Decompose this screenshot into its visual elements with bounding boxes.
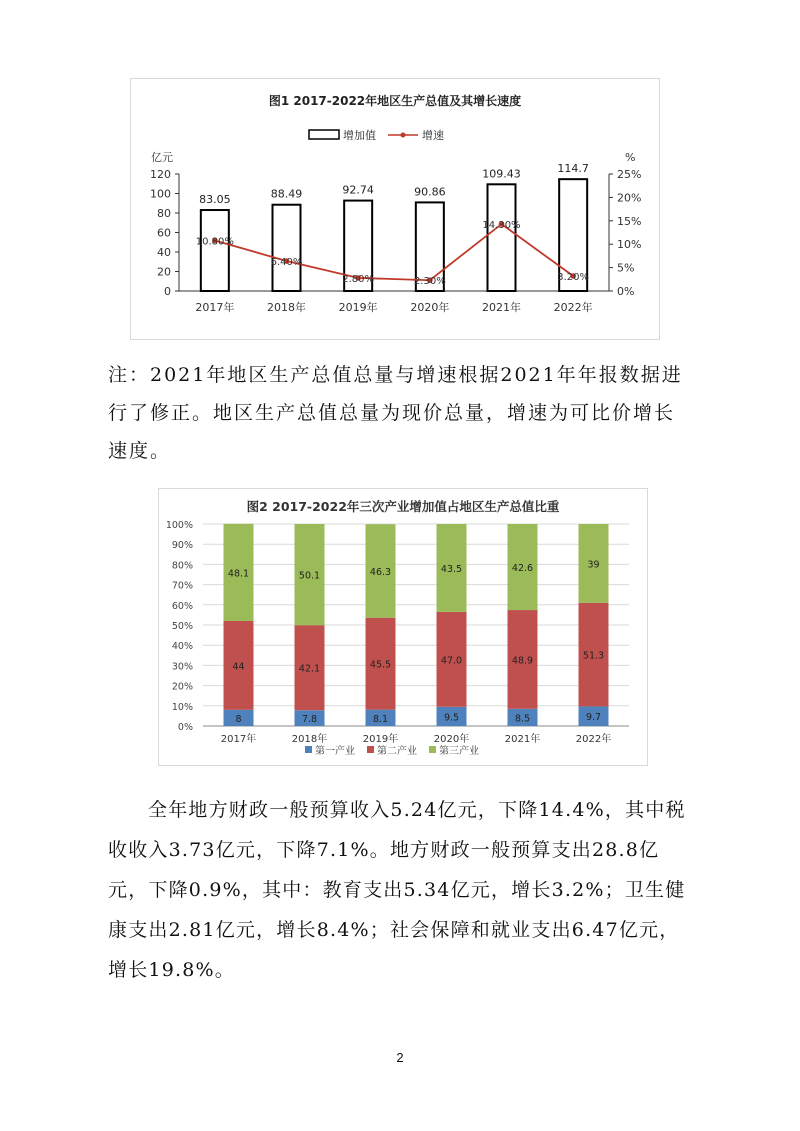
fiscal-paragraph: 全年地方财政一般预算收入5.24亿元，下降14.4%，其中税收收入3.73亿元，下降7.1%。地方财政一般预算支出28.8亿元，下降0.9%，其中：教育支出5.34亿元，增长3.2%；卫生健康支出2.81亿元，增长8.4%；社会保障和就业支出6.47亿元，增长19.8%。 — [108, 799, 686, 981]
y2-tick-label: 25% — [617, 168, 642, 181]
industry-share-chart-svg — [159, 489, 647, 765]
x-tick-label: 2017年 — [195, 301, 235, 314]
x-tick-label: 2017年 — [220, 734, 257, 745]
legend-label: 增加值 — [343, 129, 376, 142]
chart-title: 图2 2017-2022年三次产业增加值占地区生产总值比重 — [246, 499, 560, 514]
segment-value-label: 43.5 — [440, 563, 463, 575]
segment-value-label: 42.6 — [511, 563, 534, 575]
bar — [201, 210, 229, 291]
legend-bar-swatch — [309, 130, 339, 139]
x-tick-label: 2022年 — [575, 734, 612, 745]
y-tick-label: 80 — [157, 207, 171, 220]
x-tick-label: 2020年 — [433, 734, 470, 745]
y-tick-label: 40% — [171, 641, 193, 653]
y-tick-label: 0 — [164, 285, 171, 298]
x-tick-label: 2019年 — [338, 301, 378, 314]
y-tick-label: 50% — [171, 621, 193, 632]
growth-value-label: 3.20% — [557, 272, 590, 284]
x-tick-label: 2021年 — [504, 734, 541, 745]
segment-value-label: 48.9 — [511, 655, 534, 667]
x-tick-label: 2022年 — [553, 301, 593, 314]
legend-swatch — [367, 746, 374, 753]
segment-value-label: 7.8 — [301, 714, 318, 726]
bar-value-label: 109.43 — [482, 167, 521, 181]
y2-tick-label: 10% — [617, 238, 642, 252]
segment-value-label: 9.5 — [443, 712, 460, 724]
segment-value-label: 44 — [232, 661, 245, 673]
page-number: 2 — [396, 1050, 404, 1065]
growth-value-label: 6.40% — [270, 257, 303, 269]
y-tick-label: 10% — [171, 701, 193, 713]
chart-note: 注：2021年地区生产总值总量与增速根据2021年年报数据进行了修正。地区生产总值总量为现价总量，增速为可比价增长速度。 — [108, 364, 683, 462]
segment-value-label: 45.5 — [369, 659, 392, 671]
bar-value-label: 114.7 — [557, 162, 589, 176]
bar-value-label: 88.49 — [270, 187, 303, 201]
growth-line — [215, 224, 573, 280]
y-tick-label: 0% — [177, 722, 193, 733]
y2-axis-unit: % — [625, 151, 636, 164]
bar-value-label: 90.86 — [414, 185, 446, 199]
y-tick-label: 80% — [171, 560, 193, 572]
growth-value-label: 2.30% — [413, 276, 446, 288]
y-tick-label: 100 — [150, 187, 171, 201]
legend-line-marker — [401, 133, 406, 138]
segment-value-label: 50.1 — [298, 570, 321, 582]
segment-value-label: 51.3 — [582, 650, 605, 662]
y-tick-label: 90% — [171, 540, 193, 552]
y-tick-label: 100% — [165, 520, 193, 531]
chart-title: 图1 2017-2022年地区生产总值及其增长速度 — [268, 94, 522, 108]
segment-value-label: 39 — [587, 559, 600, 571]
bar-value-label: 83.05 — [199, 193, 231, 207]
y-tick-label: 30% — [171, 661, 193, 673]
y-axis-unit: 亿元 — [151, 151, 173, 164]
segment-value-label: 9.7 — [585, 712, 602, 724]
segment-value-label: 48.1 — [227, 568, 250, 580]
x-tick-label: 2021年 — [482, 301, 521, 314]
segment-value-label: 8 — [235, 713, 242, 725]
y-tick-label: 70% — [171, 580, 193, 592]
growth-value-label: 10.80% — [195, 236, 234, 248]
segment-value-label: 46.3 — [369, 566, 392, 578]
segment-value-label: 8.5 — [514, 713, 531, 725]
x-tick-label: 2018年 — [291, 734, 328, 745]
y-tick-label: 60 — [157, 226, 171, 240]
y2-tick-label: 20% — [617, 191, 642, 205]
legend-label: 第二产业 — [377, 746, 417, 757]
bar — [488, 184, 516, 291]
segment-value-label: 47.0 — [440, 655, 463, 667]
y-tick-label: 20 — [157, 265, 171, 279]
growth-value-label: 14.30% — [482, 220, 521, 232]
legend-label: 第一产业 — [315, 746, 355, 757]
y-tick-label: 60% — [171, 600, 193, 612]
y-tick-label: 120 — [150, 168, 171, 181]
y2-tick-label: 5% — [617, 261, 635, 275]
industry-share-chart — [158, 488, 648, 766]
y-tick-label: 40 — [157, 246, 171, 259]
gdp-chart — [130, 78, 660, 340]
gdp-chart-svg — [131, 79, 659, 339]
growth-value-label: 2.80% — [342, 273, 375, 285]
legend-swatch — [305, 746, 312, 753]
y-tick-label: 20% — [171, 681, 193, 693]
y2-tick-label: 0% — [617, 285, 635, 298]
y2-tick-label: 15% — [617, 214, 642, 228]
legend-swatch — [429, 746, 436, 753]
segment-value-label: 42.1 — [298, 663, 321, 675]
bar — [270, 205, 303, 291]
legend-label: 第三产业 — [439, 746, 479, 757]
x-tick-label: 2018年 — [267, 301, 306, 314]
legend-label: 增速 — [422, 129, 444, 142]
segment-value-label: 8.1 — [372, 713, 389, 725]
bar-value-label: 92.74 — [342, 183, 374, 197]
x-tick-label: 2020年 — [410, 301, 450, 314]
x-tick-label: 2019年 — [362, 734, 399, 745]
